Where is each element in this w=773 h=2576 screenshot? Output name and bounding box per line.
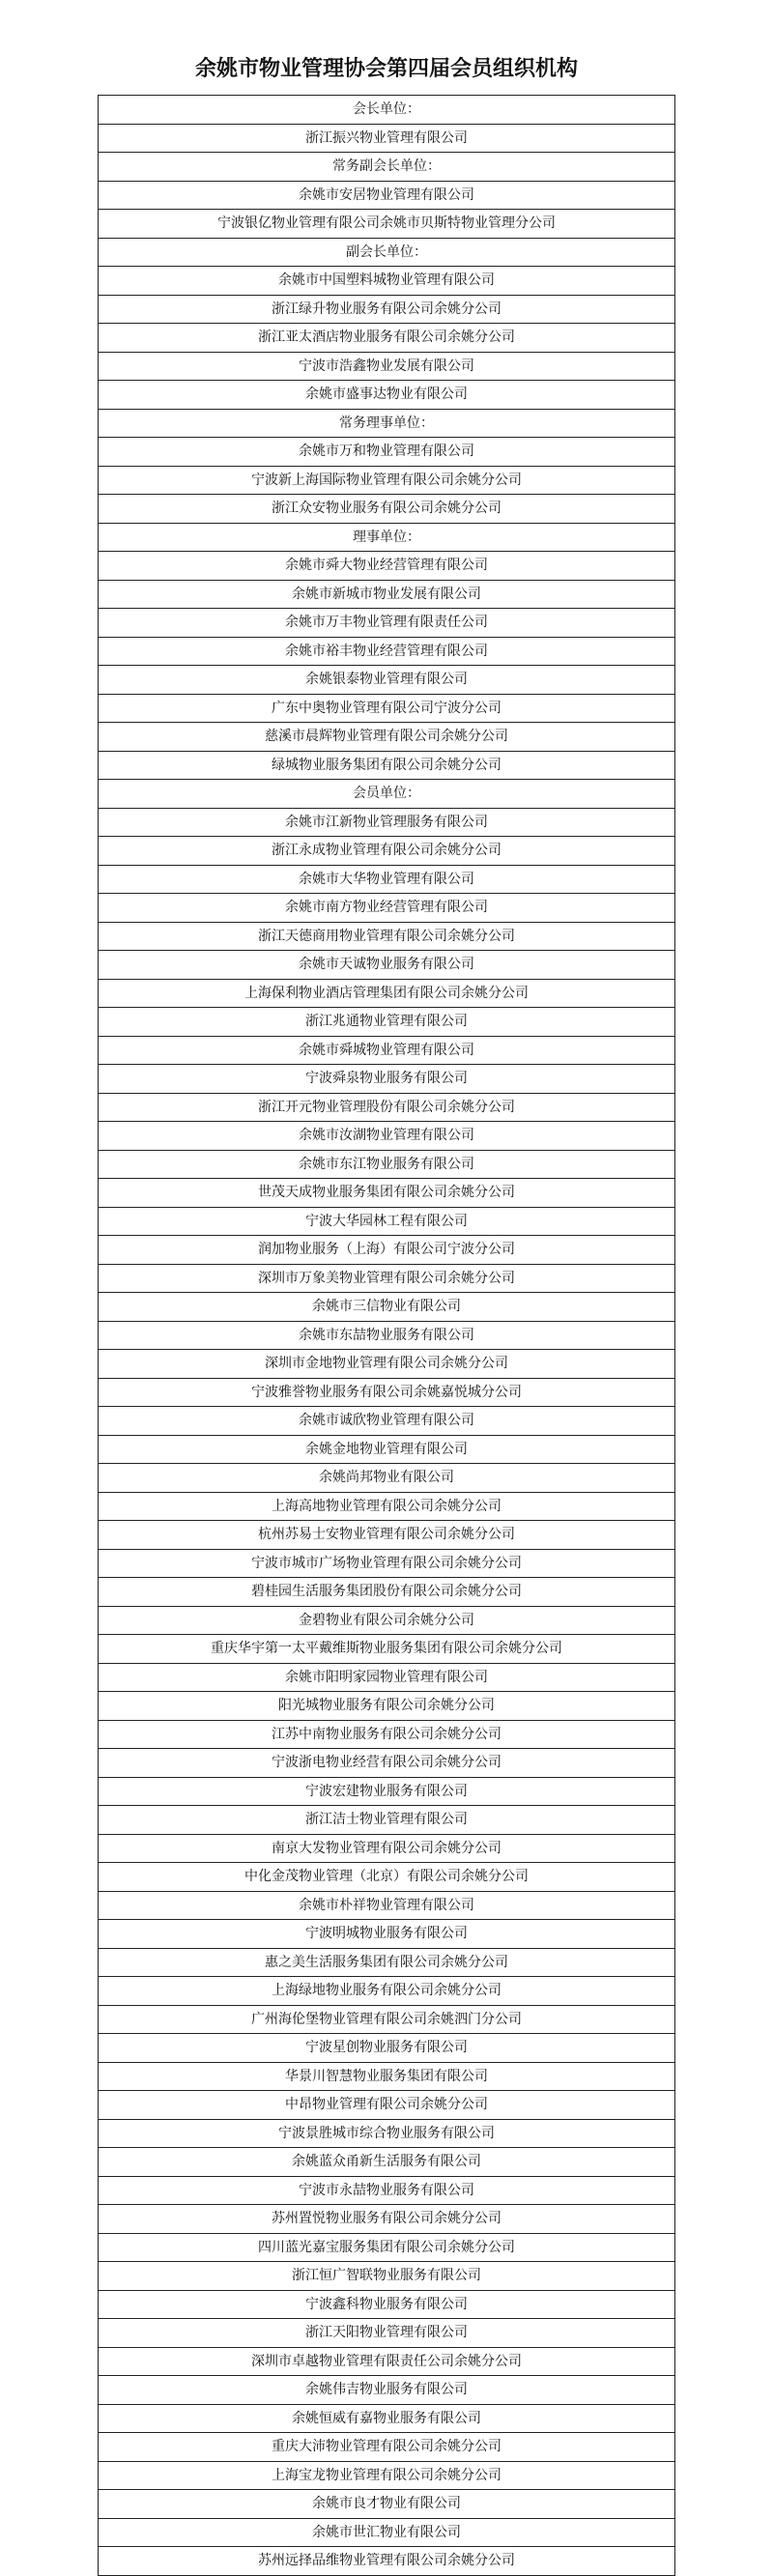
table-cell: 阳光城物业服务有限公司余姚分公司 (99, 1692, 675, 1721)
table-row (99, 1008, 675, 1037)
table-row (99, 2148, 675, 2177)
table-cell: 上海绿地物业服务有限公司余姚分公司 (99, 1977, 675, 2006)
table-cell: 余姚金地物业管理有限公司 (99, 1435, 675, 1464)
table-cell: 浙江众安物业服务有限公司余姚分公司 (99, 495, 675, 524)
table-row (99, 1122, 675, 1151)
table-cell: 余姚市南方物业经营管理有限公司 (99, 894, 675, 923)
table-cell: 余姚市阳明家园物业管理有限公司 (99, 1663, 675, 1692)
table-cell: 余姚恒威有嘉物业服务有限公司 (99, 2404, 675, 2433)
table-row (99, 2119, 675, 2148)
table-cell: 杭州苏易士安物业管理有限公司余姚分公司 (99, 1521, 675, 1550)
table-row (99, 153, 675, 182)
table-cell: 余姚市三信物业有限公司 (99, 1293, 675, 1322)
table-row (99, 808, 675, 837)
table-row (99, 1407, 675, 1436)
table-row (99, 552, 675, 581)
member-organization-table-body (99, 96, 675, 2576)
table-row (99, 1150, 675, 1179)
table-cell: 余姚市东江物业服务有限公司 (99, 1150, 675, 1179)
table-row (99, 210, 675, 239)
table-cell: 南京大发物业管理有限公司余姚分公司 (99, 1834, 675, 1863)
table-cell: 浙江恒广智联物业服务有限公司 (99, 2262, 675, 2291)
table-cell: 浙江兆通物业管理有限公司 (99, 1008, 675, 1037)
table-cell: 宁波浙电物业经营有限公司余姚分公司 (99, 1749, 675, 1778)
table-row (99, 381, 675, 410)
table-cell: 上海高地物业管理有限公司余姚分公司 (99, 1492, 675, 1521)
table-cell: 浙江永成物业管理有限公司余姚分公司 (99, 837, 675, 866)
table-row (99, 1663, 675, 1692)
table-cell: 上海宝龙物业管理有限公司余姚分公司 (99, 2461, 675, 2490)
table-cell: 常务理事单位： (99, 409, 675, 438)
table-cell: 金碧物业有限公司余姚分公司 (99, 1606, 675, 1635)
table-cell: 深圳市万象美物业管理有限公司余姚分公司 (99, 1264, 675, 1293)
table-row (99, 1720, 675, 1749)
table-row (99, 1834, 675, 1863)
table-row (99, 894, 675, 923)
table-row (99, 694, 675, 723)
table-row (99, 1777, 675, 1806)
table-cell: 重庆大沛物业管理有限公司余姚分公司 (99, 2433, 675, 2462)
document-title: 余姚市物业管理协会第四届会员组织机构 (194, 56, 578, 81)
table-cell: 宁波明城物业服务有限公司 (99, 1920, 675, 1949)
table-row (99, 1207, 675, 1236)
table-row (99, 1179, 675, 1208)
table-row (99, 1977, 675, 2006)
table-cell: 宁波银亿物业管理有限公司余姚市贝斯特物业管理分公司 (99, 210, 675, 239)
table-cell: 重庆华宇第一太平戴维斯物业服务集团有限公司余姚分公司 (99, 1635, 675, 1664)
table-row (99, 267, 675, 296)
table-row (99, 2005, 675, 2034)
table-cell: 广州海伦堡物业管理有限公司余姚泗门分公司 (99, 2005, 675, 2034)
table-row (99, 2490, 675, 2519)
table-row (99, 2091, 675, 2120)
table-cell: 宁波新上海国际物业管理有限公司余姚分公司 (99, 466, 675, 495)
table-row (99, 1036, 675, 1065)
table-cell: 上海保利物业酒店管理集团有限公司余姚分公司 (99, 979, 675, 1008)
table-row (99, 1435, 675, 1464)
table-cell: 宁波宏建物业服务有限公司 (99, 1777, 675, 1806)
table-row (99, 495, 675, 524)
table-row (99, 2404, 675, 2433)
table-cell: 余姚市中国塑料城物业管理有限公司 (99, 267, 675, 296)
table-cell: 浙江天阳物业管理有限公司 (99, 2319, 675, 2348)
table-cell: 余姚银泰物业管理有限公司 (99, 666, 675, 695)
table-cell: 余姚市舜城物业管理有限公司 (99, 1036, 675, 1065)
table-cell: 余姚市天诚物业服务有限公司 (99, 951, 675, 980)
table-cell: 慈溪市晨辉物业管理有限公司余姚分公司 (99, 723, 675, 752)
table-cell: 浙江天德商用物业管理有限公司余姚分公司 (99, 922, 675, 951)
table-row (99, 1863, 675, 1892)
table-row (99, 2034, 675, 2063)
table-cell: 宁波雅誉物业服务有限公司余姚嘉悦城分公司 (99, 1378, 675, 1407)
table-row (99, 409, 675, 438)
table-row (99, 2262, 675, 2291)
table-cell: 副会长单位： (99, 238, 675, 267)
table-row (99, 666, 675, 695)
table-row (99, 466, 675, 495)
table-row (99, 865, 675, 894)
table-row (99, 751, 675, 780)
table-cell: 绿城物业服务集团有限公司余姚分公司 (99, 751, 675, 780)
table-cell: 理事单位： (99, 523, 675, 552)
table-row (99, 723, 675, 752)
member-organization-table-wrapper (98, 95, 675, 2576)
table-cell: 浙江洁士物业管理有限公司 (99, 1806, 675, 1835)
table-cell: 余姚市新城市物业发展有限公司 (99, 580, 675, 609)
table-row (99, 1378, 675, 1407)
table-cell: 宁波市城市广场物业管理有限公司余姚分公司 (99, 1549, 675, 1578)
table-row (99, 1264, 675, 1293)
table-row (99, 1891, 675, 1920)
table-cell: 苏州远择品维物业管理有限公司余姚分公司 (99, 2547, 675, 2576)
table-row (99, 1093, 675, 1122)
table-row (99, 96, 675, 125)
table-row (99, 2376, 675, 2405)
table-row (99, 1635, 675, 1664)
table-cell: 余姚市舜大物业经营管理有限公司 (99, 552, 675, 581)
table-cell: 余姚市安居物业管理有限公司 (99, 181, 675, 210)
table-row (99, 1749, 675, 1778)
table-cell: 宁波大华园林工程有限公司 (99, 1207, 675, 1236)
table-row (99, 1521, 675, 1550)
table-cell: 浙江开元物业管理股份有限公司余姚分公司 (99, 1093, 675, 1122)
table-cell: 余姚市诚欣物业管理有限公司 (99, 1407, 675, 1436)
table-row (99, 2062, 675, 2091)
table-row (99, 2347, 675, 2376)
table-row (99, 2547, 675, 2576)
table-cell: 余姚市良才物业有限公司 (99, 2490, 675, 2519)
table-cell: 宁波市永喆物业服务有限公司 (99, 2176, 675, 2205)
table-cell: 余姚市万丰物业管理有限责任公司 (99, 609, 675, 638)
table-cell: 浙江绿升物业服务有限公司余姚分公司 (99, 295, 675, 324)
table-cell: 润加物业服务（上海）有限公司宁波分公司 (99, 1236, 675, 1265)
table-row (99, 352, 675, 381)
table-cell: 余姚市朴祥物业管理有限公司 (99, 1891, 675, 1920)
table-cell: 苏州置悦物业服务有限公司余姚分公司 (99, 2205, 675, 2234)
table-row (99, 124, 675, 153)
table-row (99, 1606, 675, 1635)
table-cell: 中化金茂物业管理（北京）有限公司余姚分公司 (99, 1863, 675, 1892)
table-row (99, 2205, 675, 2234)
table-cell: 宁波星创物业服务有限公司 (99, 2034, 675, 2063)
table-row (99, 238, 675, 267)
table-row (99, 1321, 675, 1350)
table-cell: 浙江振兴物业管理有限公司 (99, 124, 675, 153)
table-cell: 宁波景胜城市综合物业服务有限公司 (99, 2119, 675, 2148)
table-cell: 余姚市世汇物业有限公司 (99, 2518, 675, 2547)
table-cell: 广东中奥物业管理有限公司宁波分公司 (99, 694, 675, 723)
table-cell: 余姚市盛事达物业有限公司 (99, 381, 675, 410)
table-row (99, 438, 675, 467)
table-row (99, 324, 675, 353)
table-row (99, 1464, 675, 1493)
table-row (99, 780, 675, 809)
table-cell: 会长单位： (99, 96, 675, 125)
table-row (99, 1806, 675, 1835)
table-row (99, 1578, 675, 1607)
table-row (99, 2290, 675, 2319)
table-row (99, 181, 675, 210)
table-cell: 会员单位： (99, 780, 675, 809)
table-cell: 余姚伟吉物业服务有限公司 (99, 2376, 675, 2405)
table-row (99, 2461, 675, 2490)
table-cell: 四川蓝光嘉宝服务集团有限公司余姚分公司 (99, 2233, 675, 2262)
table-row (99, 580, 675, 609)
table-cell: 浙江亚太酒店物业服务有限公司余姚分公司 (99, 324, 675, 353)
table-row (99, 1065, 675, 1094)
table-row (99, 979, 675, 1008)
table-cell: 深圳市卓越物业管理有限责任公司余姚分公司 (99, 2347, 675, 2376)
table-row (99, 2433, 675, 2462)
table-row (99, 1549, 675, 1578)
table-row (99, 1492, 675, 1521)
table-row (99, 1692, 675, 1721)
table-cell: 宁波鑫科物业服务有限公司 (99, 2290, 675, 2319)
table-cell: 世茂天成物业服务集团有限公司余姚分公司 (99, 1179, 675, 1208)
table-cell: 余姚市万和物业管理有限公司 (99, 438, 675, 467)
member-organization-table (98, 95, 675, 2576)
table-row (99, 523, 675, 552)
table-cell: 余姚尚邦物业有限公司 (99, 1464, 675, 1493)
table-row (99, 837, 675, 866)
table-cell: 常务副会长单位： (99, 153, 675, 182)
table-cell: 余姚蓝众甬新生活服务有限公司 (99, 2148, 675, 2177)
table-cell: 余姚市大华物业管理有限公司 (99, 865, 675, 894)
table-cell: 余姚市汝湖物业管理有限公司 (99, 1122, 675, 1151)
table-cell: 碧桂园生活服务集团股份有限公司余姚分公司 (99, 1578, 675, 1607)
table-row (99, 2233, 675, 2262)
table-cell: 宁波市浩鑫物业发展有限公司 (99, 352, 675, 381)
table-cell: 江苏中南物业服务有限公司余姚分公司 (99, 1720, 675, 1749)
table-row (99, 1236, 675, 1265)
table-row (99, 295, 675, 324)
table-cell: 深圳市金地物业管理有限公司余姚分公司 (99, 1350, 675, 1379)
table-row (99, 1350, 675, 1379)
table-cell: 余姚市江新物业管理服务有限公司 (99, 808, 675, 837)
table-row (99, 1920, 675, 1949)
table-row (99, 2518, 675, 2547)
table-cell: 余姚市东喆物业服务有限公司 (99, 1321, 675, 1350)
table-row (99, 951, 675, 980)
table-row (99, 922, 675, 951)
table-row (99, 1948, 675, 1977)
table-cell: 余姚市裕丰物业经营管理有限公司 (99, 637, 675, 666)
table-cell: 华景川智慧物业服务集团有限公司 (99, 2062, 675, 2091)
table-row (99, 1293, 675, 1322)
table-row (99, 2319, 675, 2348)
table-row (99, 2176, 675, 2205)
table-row (99, 609, 675, 638)
table-cell: 宁波舜泉物业服务有限公司 (99, 1065, 675, 1094)
table-cell: 惠之美生活服务集团有限公司余姚分公司 (99, 1948, 675, 1977)
table-row (99, 637, 675, 666)
table-cell: 中昂物业管理有限公司余姚分公司 (99, 2091, 675, 2120)
